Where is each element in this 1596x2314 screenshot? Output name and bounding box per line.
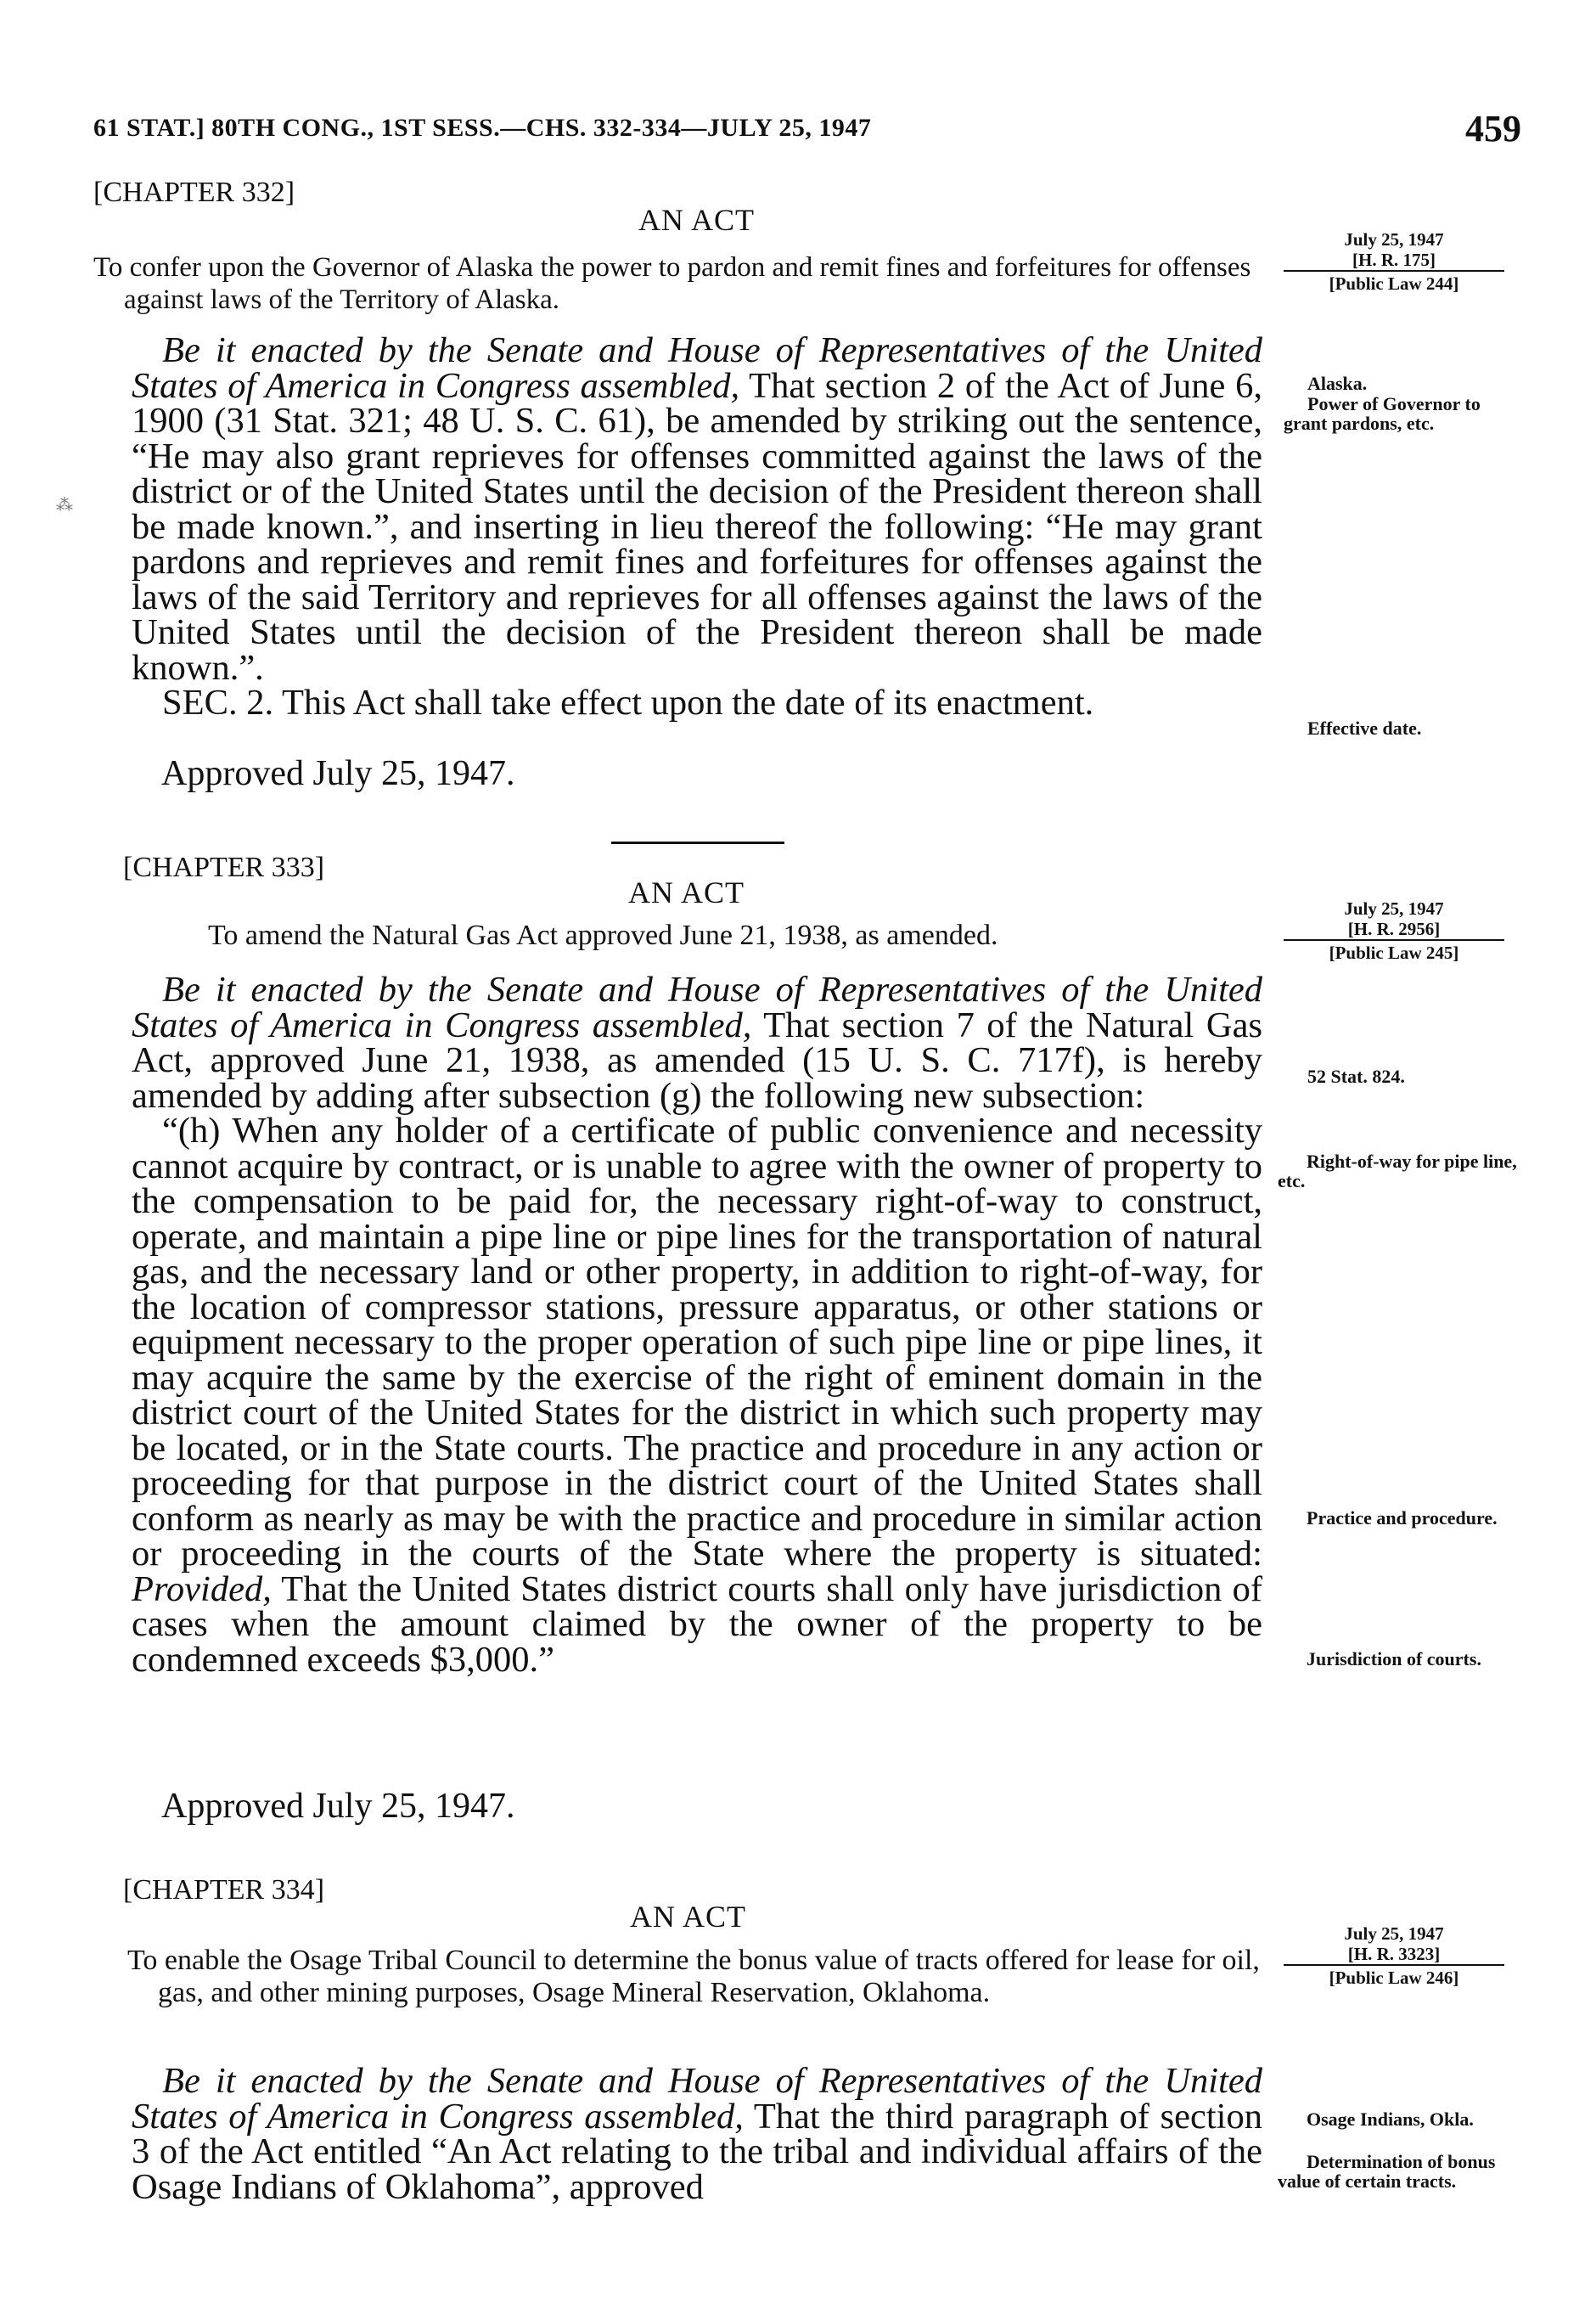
intro-text: That section 7 of the Natural Gas Act, approved June 21, 1938, as amended (15 U. S. C. 717f), is hereby amended by adding after subsection (g) the following new subsection: <box>132 1005 1263 1116</box>
chapter-332-margin-citation <box>1284 229 1504 294</box>
margin-bill: [H. R. 3323] <box>1347 1944 1441 1964</box>
enacting-clause: Be it enacted by the Senate and House of Representatives of the United States of America in Congress assembled, <box>132 330 1262 406</box>
chapter-334-act-heading: AN ACT <box>630 1900 747 1934</box>
side-note-stat-citation: 52 Stat. 824. <box>1307 1066 1405 1087</box>
chapter-333-intro <box>132 970 1263 1116</box>
sec-2-label: SEC. 2. <box>162 683 274 723</box>
chapter-332-act-heading: AN ACT <box>638 203 756 237</box>
chapter-332-section-1 <box>132 330 1262 688</box>
margin-public-law: [Public Law 244] <box>1284 270 1504 294</box>
chapter-334-body <box>132 2061 1262 2207</box>
chapter-334-margin-citation <box>1284 1923 1504 1988</box>
side-note-alaska: Alaska. <box>1307 373 1368 394</box>
side-note-osage-indians: Osage Indians, Okla. <box>1307 2108 1474 2130</box>
page-number: 459 <box>1465 108 1521 149</box>
provided-word: Provided, <box>132 1568 272 1609</box>
margin-date: July 25, 1947 <box>1344 898 1444 919</box>
chapter-333-body <box>132 970 1263 1680</box>
section-divider <box>611 842 784 844</box>
chapter-332-section-2 <box>132 685 1262 721</box>
chapter-332-body <box>132 330 1262 723</box>
chapter-333-margin-citation <box>1284 898 1504 963</box>
subsection-h-text-2: That the United States district courts shall only have jurisdiction of cases when the amount claimed by the owner of the property to be condemned exceeds $3,000.” <box>132 1568 1263 1680</box>
side-note-power-of-governor: Power of Governor to grant pardons, etc. <box>1284 393 1481 434</box>
subsection-h-text-1: “(h) When any holder of a certificate of public convenience and necessity cannot acquire by contract, or is unable to agree with the owner of property to the compensation to be paid for, the necessary right-of-way to construct, operate, and maintain a pipe line or pipe lines for the transportation of natural gas, and the necessary land or other property, in addition to right-of-way, for the location of compressor stations, pressure apparatus, or other stations or equipment necessary to the proper operation of such pipe line or pipe lines, it may acquire the same by the exercise of the right of eminent domain in the district court of the United States for the district in which such property may be located, or in the State courts. The practice and procedure in any action or proceeding for that purpose in the district court of the United States shall conform as nearly as may be with the practice and procedure in similar action or proceeding in the courts of the State where the property is situated: <box>132 1111 1262 1574</box>
margin-public-law: [Public Law 245] <box>1284 939 1504 963</box>
side-note-practice-procedure: Practice and procedure. <box>1307 1507 1498 1529</box>
chapter-333-label: [CHAPTER 333] <box>123 852 325 883</box>
chapter-333-approved: Approved July 25, 1947. <box>161 1787 515 1826</box>
side-note-effective-date: Effective date. <box>1307 718 1422 739</box>
enacting-clause: Be it enacted by the Senate and House of Representatives of the United States of America in Congress assembled, <box>132 970 1262 1045</box>
subsection-h <box>132 1111 1263 1680</box>
side-note-jurisdiction: Jurisdiction of courts. <box>1307 1648 1481 1669</box>
chapter-334-section <box>132 2061 1262 2207</box>
section-text: That the third paragraph of section 3 of the Act entitled “An Act relating to the tribal and individual affairs of the Osage Indians of Oklahoma”, approved <box>132 2096 1262 2207</box>
side-note-right-of-way: Right-of-way for pipe line, etc. <box>1278 1151 1517 1191</box>
chapter-333-title: To amend the Natural Gas Act approved June 21, 1938, as amended. <box>208 920 998 951</box>
chapter-333-act-heading: AN ACT <box>628 875 745 909</box>
chapter-332-approved: Approved July 25, 1947. <box>161 754 515 793</box>
margin-bill: [H. R. 2956] <box>1347 919 1441 939</box>
enacting-clause: Be it enacted by the Senate and House of Representatives of the United States of America in Congress assembled, <box>132 2061 1262 2137</box>
margin-date: July 25, 1947 <box>1344 1923 1444 1944</box>
chapter-334-label: [CHAPTER 334] <box>123 1874 325 1906</box>
running-head: 61 STAT.] 80TH CONG., 1ST SESS.—CHS. 332-334—JULY 25, 1947 <box>93 114 872 142</box>
margin-public-law: [Public Law 246] <box>1284 1964 1504 1988</box>
margin-bill: [H. R. 175] <box>1352 250 1436 270</box>
chapter-332-label: [CHAPTER 332] <box>93 177 295 208</box>
section-1-text: That section 2 of the Act of June 6, 1900 (31 Stat. 321; 48 U. S. C. 61), be amended by striking out the sentence, “He may also grant reprieves for offenses committed against the laws of the district or of the United States until the decision of the President thereon shall be made known.”, and inserting in lieu thereof the following: “He may grant pardons and reprieves and remit fines and forfeitures for offenses against the laws of the said Territory and reprieves for all offenses against the laws of the United States until the decision of the President thereon shall be made known.”. <box>132 365 1262 688</box>
sec-2-text: This Act shall take effect upon the date of its enactment. <box>281 683 1094 723</box>
margin-mark: ⁂ <box>56 496 73 515</box>
chapter-332-title: To confer upon the Governor of Alaska the power to pardon and remit fines and forfeitures for offenses against laws of the Territory of Alaska. <box>93 252 1251 315</box>
chapter-334-title: To enable the Osage Tribal Council to determine the bonus value of tracts offered for lease for oil, gas, and other mining purposes, Osage Mineral Reservation, Oklahoma. <box>127 1945 1260 2008</box>
margin-date: July 25, 1947 <box>1344 229 1444 250</box>
side-note-bonus-value: Determination of bonus value of certain tracts. <box>1278 2151 1496 2192</box>
